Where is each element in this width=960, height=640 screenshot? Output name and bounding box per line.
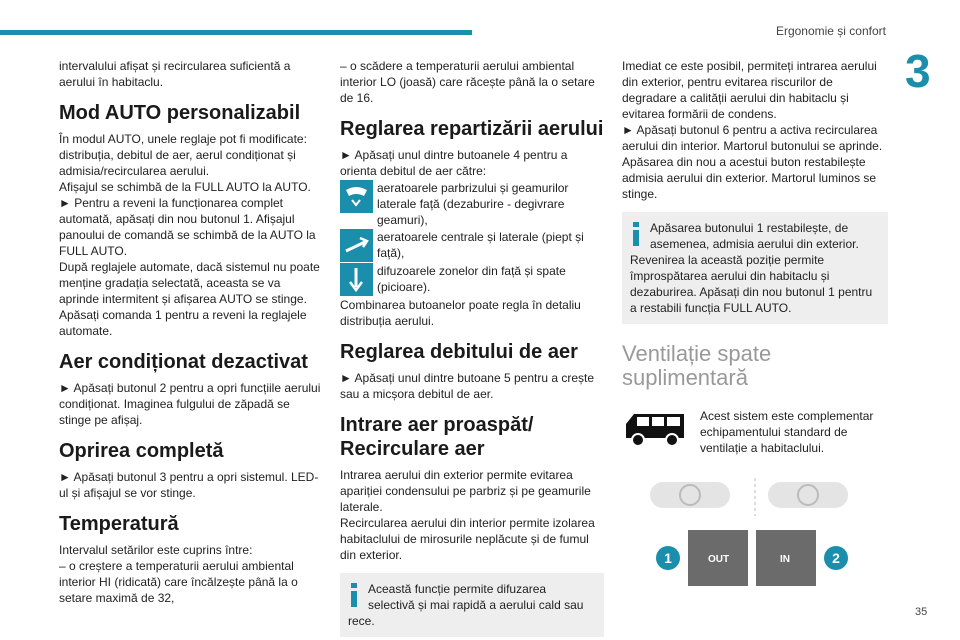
van-row (622, 408, 888, 456)
info-note (622, 212, 888, 324)
column-1 (59, 58, 321, 606)
paragraph: ► Apăsați butonul 6 pentru a activa recircularea aerului din interior. Martorul butonului se aprinde. (622, 123, 883, 153)
header-accent-bar (0, 30, 472, 35)
paragraph: În modul AUTO, unele reglaje pot fi modificate: distribuția, debitul de aer, aerul condiționat și admisia/recircularea aerului. (59, 132, 307, 178)
windshield-vent-icon (340, 180, 373, 213)
callout-1: 1 (656, 546, 680, 570)
vent-row-face (340, 229, 604, 262)
paragraph: După reglajele automate, dacă sistemul nu poate menține gradația selectată, aceasta se va aprinde intermitent și afișarea AUTO se stinge. (59, 260, 320, 306)
paragraph: ► Apăsați butonul 2 pentru a opri funcțiile aerului condiționat. Imaginea fulgului de zăpadă se stinge pe afișaj. (59, 381, 321, 427)
paragraph: Afișajul se schimbă de la FULL AUTO la AUTO. (59, 180, 311, 194)
paragraph: – o creștere a temperaturii aerului ambiental interior HI (ridicată) care încălzește până la o setare maximă de 32, (59, 559, 298, 605)
van-icon (622, 408, 688, 448)
heading-recirc: Intrare aer proaspăt/ Recirculare aer (340, 414, 534, 460)
note-text: Apăsarea butonului 1 restabilește, de asemenea, admisia aerului din exterior. (650, 221, 859, 251)
out-button-label: OUT (708, 554, 730, 565)
paragraph: Intrarea aerului din exterior permite evitarea apariției condensului pe parbriz și pe geamurile laterale. (340, 468, 591, 514)
heading-auto: Mod AUTO personalizabil (59, 102, 301, 124)
column-3 (622, 58, 888, 594)
rear-vent-controls (622, 474, 888, 594)
paragraph: Apăsarea din nou a acestui buton restabilește admisia aerului din exterior. Martorul luminos se stinge. (622, 155, 877, 201)
paragraph: ► Pentru a reveni la funcționarea complet automată, apăsați din nou butonul 1. Afișajul panoului de comandă se schimbă de la AUTO la FULL AUTO. (59, 196, 316, 258)
heading-debit: Reglarea debitului de aer (340, 341, 578, 363)
heading-repartition: Reglarea repartizării aerului (340, 118, 604, 140)
callout-2: 2 (824, 546, 848, 570)
paragraph: ► Apăsați unul dintre butoane 5 pentru a crește sau a micșora debitul de aer. (340, 371, 595, 401)
paragraph: – o scădere a temperaturii aerului ambiental interior LO (joasă) care răcește până la o setare de 16. (340, 59, 595, 105)
paragraph: Intervalul setărilor este cuprins între: (59, 543, 253, 557)
foot-vent-icon (340, 263, 373, 296)
heading-off: Oprirea completă (59, 440, 224, 462)
note-text: Această funcție permite difuzarea selectivă și mai rapidă a aerului cald sau rece. (348, 582, 584, 628)
van-description: Acest sistem este complementar echipamentului standard de ventilație a habitaclului. (700, 409, 874, 455)
paragraph: ► Apăsați unul dintre butoanele 4 pentru a orienta debitul de aer către: (340, 148, 568, 178)
column-2 (340, 58, 604, 637)
paragraph: Imediat ce este posibil, permiteți intrarea aerului din exterior, pentru evitarea riscurilor de degradare a calității aerului din habitaclu și evitarea formării de condens. (622, 59, 877, 121)
vent-row-windshield (340, 180, 604, 228)
chapter-number: 3 (905, 45, 931, 97)
section-title: Ergonomie și confort (775, 24, 886, 38)
info-note (340, 573, 604, 637)
paragraph: ► Apăsați butonul 3 pentru a opri sistemul. LED-ul și afișajul se vor stinge. (59, 470, 319, 500)
paragraph: intervalului afișat și recircularea suficientă a aerului în habitaclu. (59, 59, 291, 89)
heading-temp: Temperatură (59, 513, 179, 535)
paragraph: Combinarea butoanelor poate regla în detaliu distribuția aerului. (340, 298, 581, 328)
vent-label: aeratoarele parbrizului și geamurilor laterale față (dezaburire - degivrare geamuri), (377, 181, 569, 227)
controls-illustration (622, 474, 888, 594)
face-vent-icon (340, 229, 373, 262)
note-text-2: Revenirea la această poziție permite împrospătarea aerului din habitaclu și dezaburirea. Apăsați din nou butonul 1 pentru a restabili funcția FULL AUTO. (630, 253, 873, 315)
in-button-label: IN (780, 554, 790, 565)
heading-ac: Aer condiționat dezactivat (59, 351, 308, 373)
vent-label: aeratoarele centrale și laterale (piept și față), (377, 230, 584, 260)
info-icon (630, 222, 642, 246)
info-icon (348, 583, 360, 607)
paragraph: Apăsați comanda 1 pentru a reveni la reglajele automate. (59, 308, 307, 338)
heading-rear-ventilation: Ventilație spate suplimentară (622, 341, 772, 390)
vent-label: difuzoarele zonelor din față și spate (picioare). (377, 264, 566, 294)
vent-row-foot (340, 263, 604, 296)
page-number: 35 (915, 606, 928, 618)
paragraph: Recircularea aerului din interior permite izolarea habitaclului de mirosurile neplăcute și de fumul din exterior. (340, 516, 595, 562)
